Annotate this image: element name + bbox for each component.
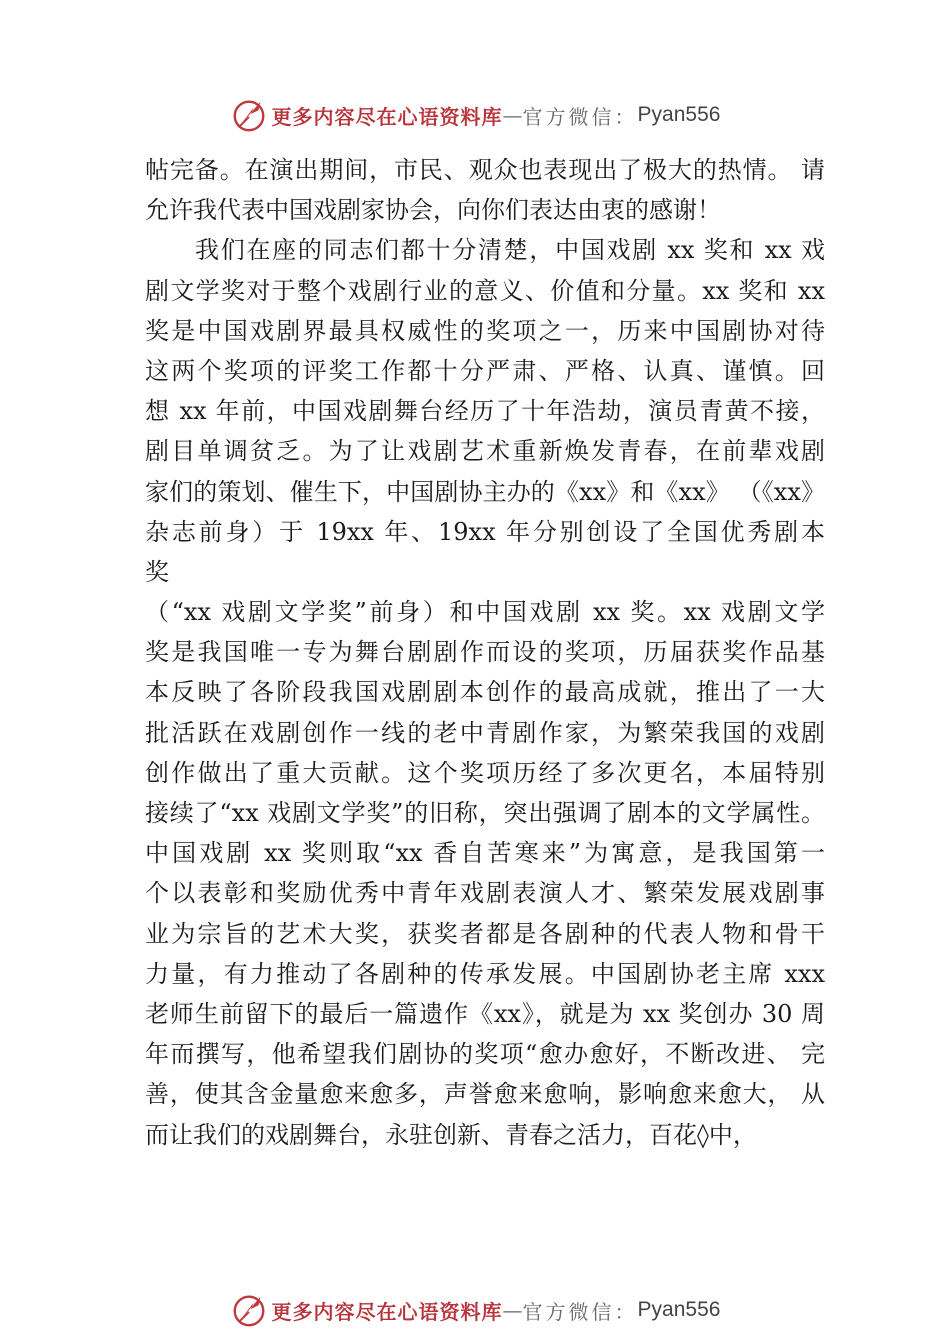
body-line: 剧目单调贫乏。为了让戏剧艺术重新焕发青春，在前辈戏剧: [145, 437, 825, 466]
body-line: 家们的策划、催生下，中国剧协主办的《xx》和《xx》 （《xx》: [145, 477, 825, 506]
quill-logo-icon: [230, 96, 268, 134]
body-line: 批活跃在戏剧创作一线的老中青剧作家，为繁荣我国的戏剧: [145, 718, 825, 747]
body-line: 善，使其含金量愈来愈多，声誉愈来愈响，影响愈来愈大， 从: [145, 1080, 825, 1109]
body-line: 奖是中国戏剧界最具权威性的奖项之一，历来中国剧协对待: [145, 316, 825, 345]
promo-text: 更多内容尽在心语资料库: [271, 104, 503, 129]
body-line: 个以表彰和奖励优秀中青年戏剧表演人才、繁荣发展戏剧事: [145, 879, 825, 908]
body-line: 老师生前留下的最后一篇遗作《xx》，就是为 xx 奖创办 30 周: [145, 999, 825, 1028]
body-line: 允许我代表中国戏剧家协会，向你们表达由衷的感谢！: [145, 196, 721, 225]
wechat-label: 官方微信：: [522, 104, 638, 129]
body-line: 奖: [145, 557, 169, 586]
body-line: 本反映了各阶段我国戏剧剧本创作的最高成就，推出了一大: [145, 678, 825, 707]
document-body: [145, 150, 825, 1155]
body-line: 业为宗旨的艺术大奖，获奖者都是各剧种的代表人物和骨干: [145, 919, 825, 948]
wechat-label: 官方微信：: [522, 1299, 638, 1324]
body-line: 杂志前身）于 19xx 年、19xx 年分别创设了全国优秀剧本: [145, 517, 825, 546]
body-line: 我们在座的同志们都十分清楚，中国戏剧 xx 奖和 xx 戏: [195, 236, 825, 265]
body-line: 而让我们的戏剧舞台，永驻创新、青春之活力，百花◊中，: [145, 1120, 757, 1149]
body-line: 年而撰写，他希望我们剧协的奖项“愈办愈好，不断改进、 完: [145, 1040, 825, 1069]
body-line: 帖完备。在演出期间，市民、观众也表现出了极大的热情。 请: [145, 156, 825, 184]
promo-text: 更多内容尽在心语资料库: [271, 1299, 503, 1324]
body-line: 剧文学奖对于整个戏剧行业的意义、价值和分量。xx 奖和 xx: [145, 276, 825, 305]
body-line: 想 xx 年前，中国戏剧舞台经历了十年浩劫，演员青黄不接，: [145, 397, 825, 426]
body-line: 奖是我国唯一专为舞台剧剧作而设的奖项，历届获奖作品基: [145, 638, 825, 667]
header-banner: [0, 95, 950, 135]
banner-dash: —: [502, 103, 523, 127]
body-line: 接续了“xx 戏剧文学奖”的旧称，突出强调了剧本的文学属性。: [145, 799, 825, 827]
wechat-id: Pyan556: [637, 103, 721, 126]
body-line: 中国戏剧 xx 奖则取“xx 香自苦寒来”为寓意，是我国第一: [145, 839, 825, 868]
body-line: 创作做出了重大贡献。这个奖项历经了多次更名，本届特别: [145, 758, 825, 787]
body-line: 这两个奖项的评奖工作都十分严肃、严格、认真、谨慎。回: [145, 356, 825, 385]
wechat-id: Pyan556: [637, 1298, 721, 1321]
quill-logo-icon: [230, 1291, 268, 1329]
banner-dash: —: [502, 1298, 523, 1322]
body-line: 力量，有力推动了各剧种的传承发展。中国剧协老主席 xxx: [145, 959, 825, 988]
footer-banner: [0, 1290, 950, 1330]
body-line: （“xx 戏剧文学奖”前身）和中国戏剧 xx 奖。xx 戏剧文学: [145, 598, 825, 627]
